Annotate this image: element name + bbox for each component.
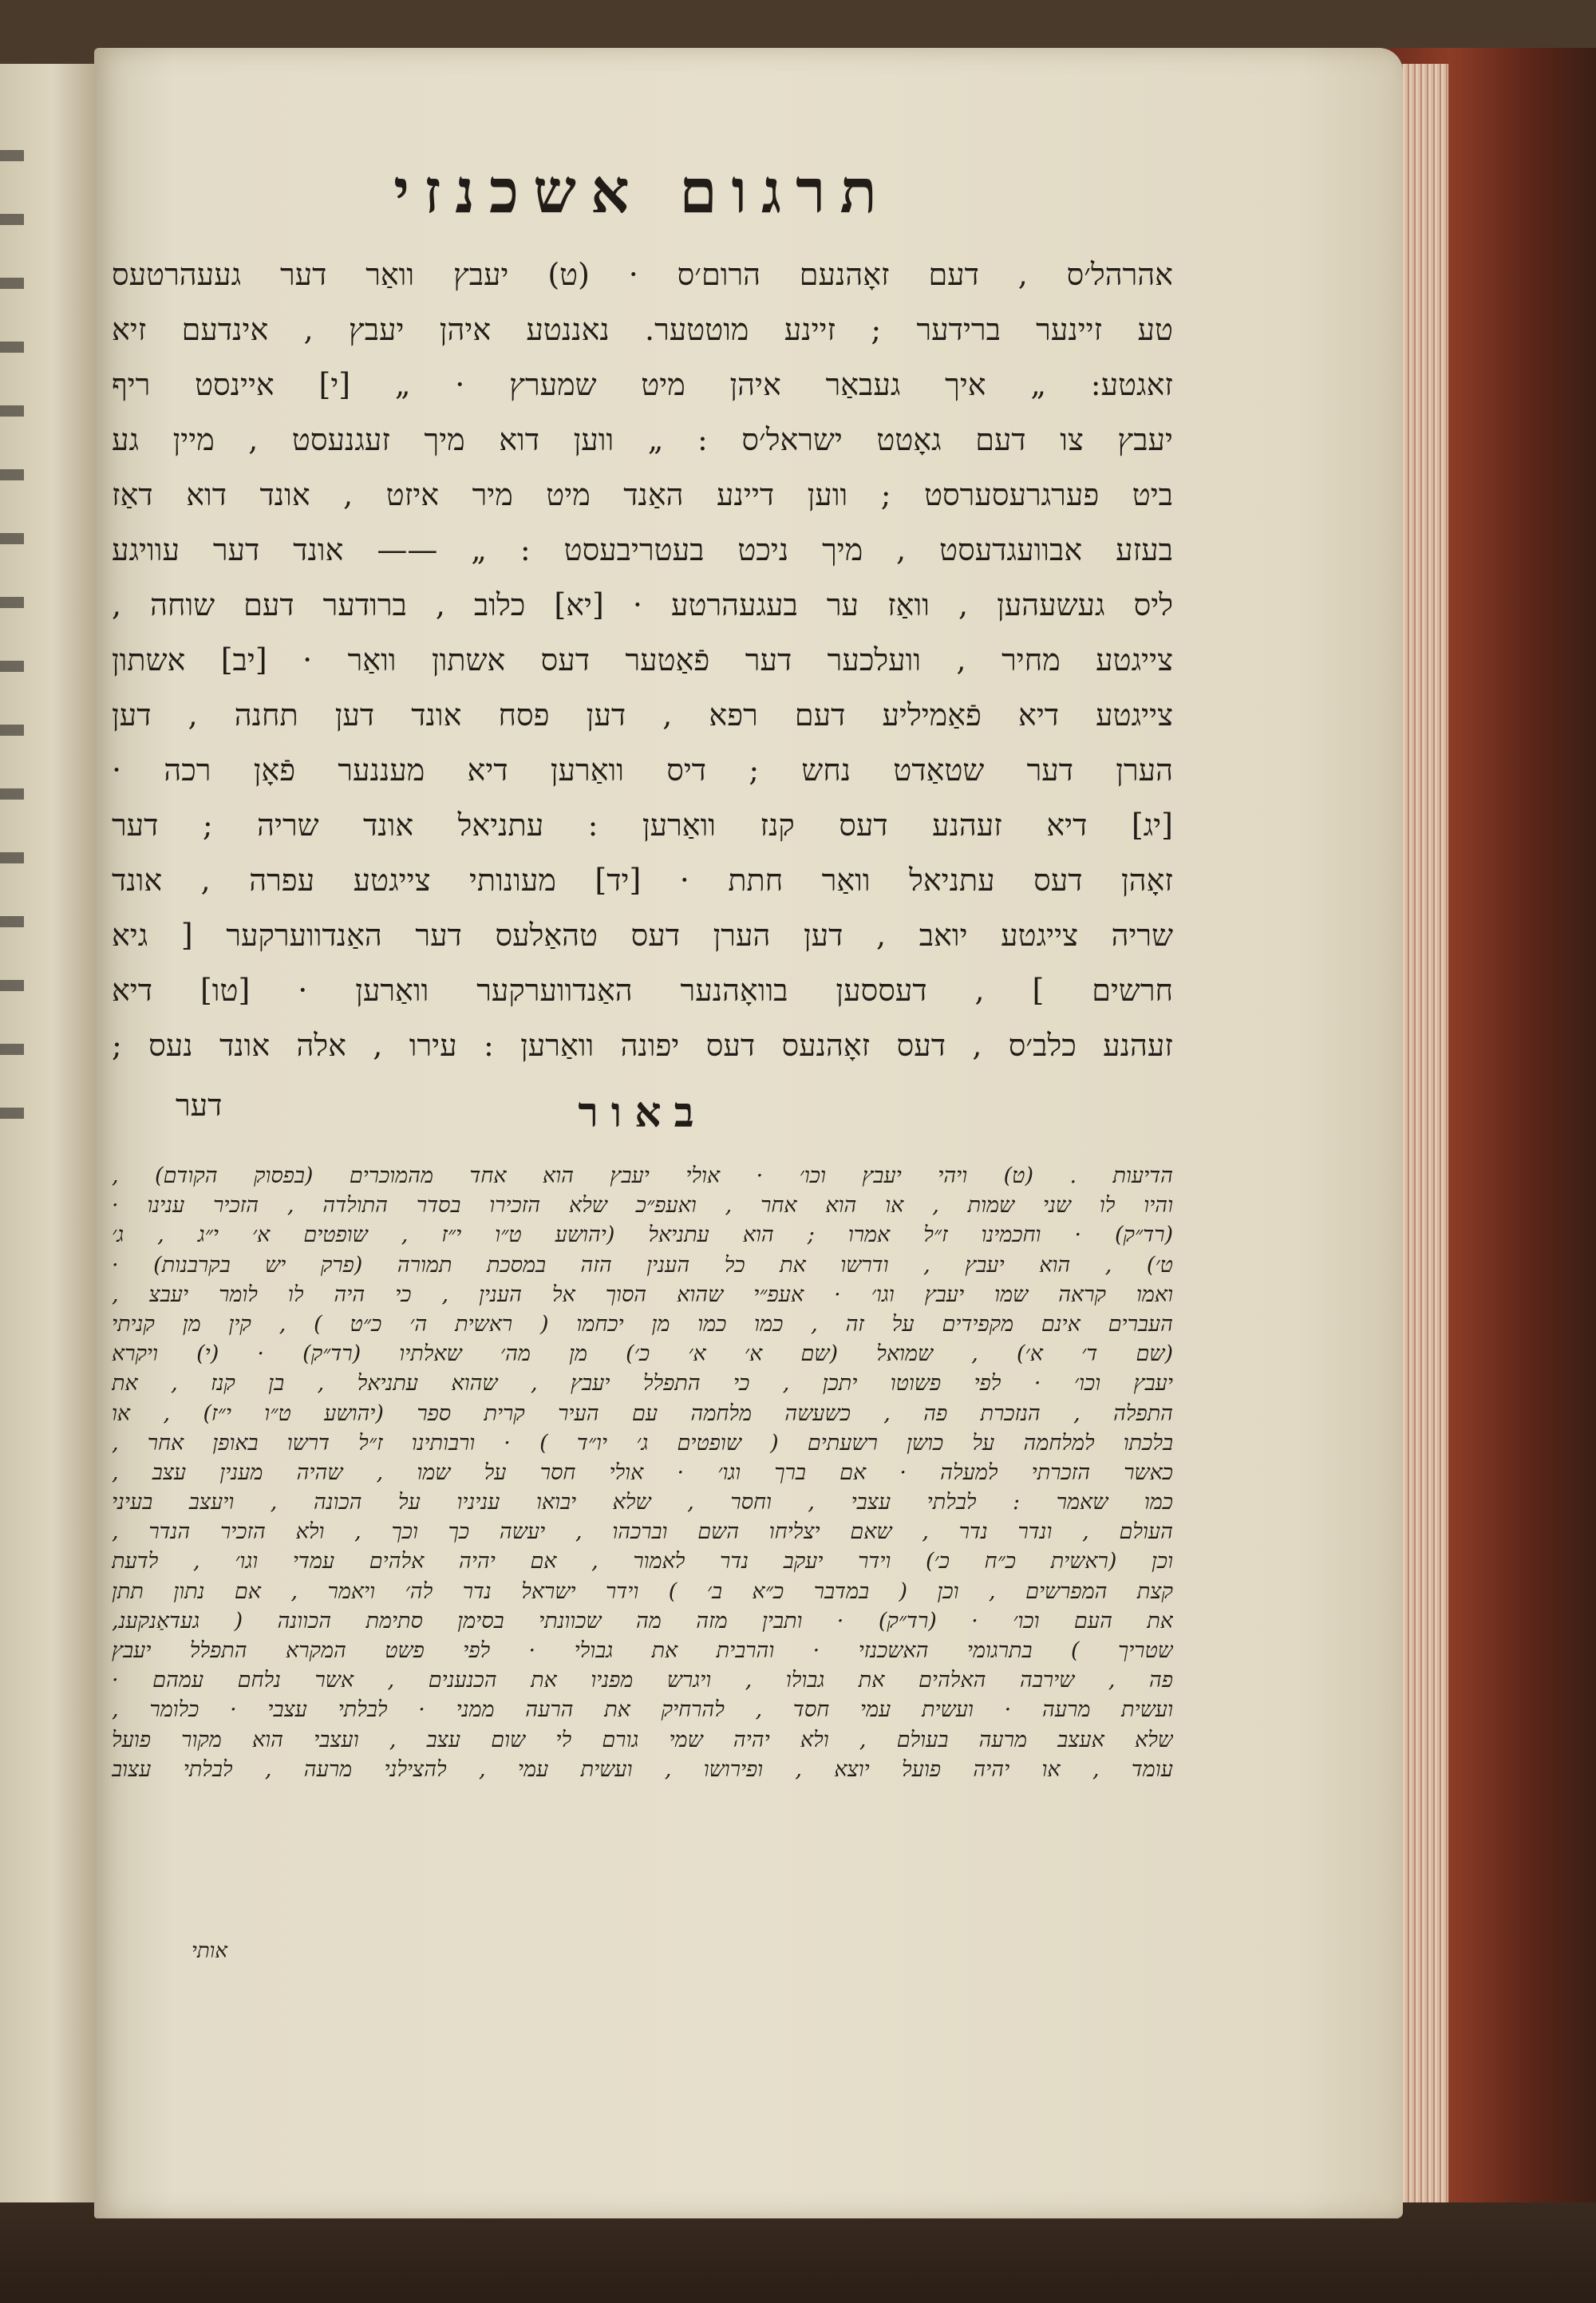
commentary-line: וכן (ראשית כ״ח כ׳) וידר יעקב נדר לאמור , אם יהיה אלהים עמדי וגו׳ , לדעת	[112, 1549, 1173, 1574]
main-text-line: צייגטע דיא פֿאַמיליע דעם רפא , דען פסח אונד דען תחנה , דען	[112, 697, 1173, 733]
main-text-line: [יג] דיא זעהנע דעס קנז וואַרען : עתניאל אונד שריה ; דער	[112, 808, 1173, 843]
main-text-line: זאָהן דעס עתניאל וואַר חתת · [יד] מעונותי צייגטע עפרה , אונד	[112, 863, 1173, 898]
commentary-line: הדיעות . (ט) ויהי יעבץ וכו׳ · אולי יעבץ הוא אחד מהמוכרים (בפסוק הקודם) ,	[112, 1163, 1173, 1188]
main-text-line: הערן דער שטאַדט נחש ; דיס וואַרען דיא מעננער פֿאָן רכה ·	[112, 753, 1173, 788]
commentary-line: בלכתו למלחמה על כושן רשעתים ( שופטים ג׳ יו״ד ) · ורבותינו ז״ל דרשו באופן אחר ,	[112, 1430, 1173, 1456]
commentary-line: ועשית מרעה · ועשית עמי חסד , להרחיק את הרעה ממני · לבלתי עצבי · כלומר ,	[112, 1697, 1173, 1723]
commentary-line: ט׳) , הוא יעבץ , ודרשו את כל הענין הזה במסכת תמורה (פרק יש בקרבנות) ·	[112, 1252, 1173, 1278]
page-text-block	[112, 120, 1173, 1784]
commentary-line: כאשר הזכרתי למעלה · אם ברך וגו׳ · אולי חסר על שמו , שהיה מענין עצב ,	[112, 1460, 1173, 1485]
main-text-line: ביט פערגרעסערסט ; ווען דיינע האַנד מיט מיר איזט , אונד דוא דאַז	[112, 477, 1173, 512]
main-text-line: ליס געשעהען , וואַז ער בעגעהרטע · [יא] כלוב , ברודער דעם שוחה ,	[112, 587, 1173, 622]
main-text-line: זעהנע כלב׳ס , דעס זאָהנעס דעס יפונה וואַרען : עירו , אלה אונד נעס ;	[112, 1028, 1173, 1063]
commentary-line: (רד״ק) · וחכמינו ז״ל אמרו ; הוא עתניאל (יהושע ט״ו י״ז , שופטים א׳ י״ג , ג׳	[112, 1223, 1173, 1248]
commentary-text	[112, 1161, 1173, 1784]
commentary-line: התפלה , הנזכרת פה , כשעשה מלחמה עם העיר קרית ספר (יהושע ט״ו י״ז) , או	[112, 1400, 1173, 1426]
commentary-line: יעבץ וכו׳ · לפי פשוטו יתכן , כי התפלל יעבץ , שהוא עתניאל , בן קנז , את	[112, 1371, 1173, 1396]
commentary-line: עומד , או יהיה פועל יוצא , ופירושו , ועשית עמי , להצילני מרעה , לבלתי עצוב	[112, 1756, 1173, 1782]
commentary-line: שלא אעצב מרעה בעולם , ולא יהיה שמי גורם לי שום עצב , ועצבי הוא מקור פועל	[112, 1727, 1173, 1752]
main-text-line: בעזע אבוועגדעסט , מיך ניכט בעטריבעסט : „ —— אונד דער עוויגע	[112, 532, 1173, 567]
commentary-line: את העם וכו׳ · (רד״ק) · ותבין מזה מה שכוונתי בסימן סתימת הכוונה ( געדאַנקענ,	[112, 1608, 1173, 1633]
page-signature-catchword: אותי	[192, 1939, 227, 1963]
main-text-line: חרשים ] , דעססען בוואָהנער האַנדווערקער וואַרען · [טו] דיא	[112, 973, 1173, 1008]
commentary-line: פה , שירבה האלהים את גבולו , ויגרש מפניו את הכנענים , אשר נלחם עמהם ·	[112, 1668, 1173, 1693]
commentary-heading-row	[112, 1073, 1173, 1153]
commentary-line: קצת המפרשים , וכן ( במדבר כ״א ב׳ ) וידר ישראל נדר לה׳ ויאמר , אם נתון תתן	[112, 1578, 1173, 1604]
main-text-line: אהרהל׳ס , דעם זאָהנעם הרום׳ס · (ט) יעבץ וואַר דער געעהרטעס	[112, 257, 1173, 292]
commentary-line: העולם , ונדר נדר , שאם יצליחו השם וברכהו , יעשה כך וכך , ולא הזכיר הנדר ,	[112, 1519, 1173, 1545]
facing-page-text-fragment	[0, 112, 24, 1149]
commentary-line: העברים אינם מקפידים על זה , כמו כמו מן יכחמו ( ראשית ה׳ כ״ט ) , קין מן קניתי	[112, 1311, 1173, 1337]
commentary-line: ואמו קראה שמו יעבץ וגו׳ · אעפ״י שהוא הסוך אל הענין , כי היה לו לומר יעבצ ,	[112, 1282, 1173, 1307]
page-title: תרגום אשכנזי	[393, 156, 891, 227]
catchword: דער	[176, 1088, 223, 1123]
commentary-line: כמו שאמר : לבלתי עצבי , וחסר , שלא יבואו עניניו על הכונה , ויעצב בעיני	[112, 1490, 1173, 1515]
main-text-line: טע זיינער ברידער ; זיינע מוטטער. נאננטע איהן יעבץ , אינדעם זיא	[112, 312, 1173, 347]
commentary-line: שטריך ) בתרגומי האשכנזי · והרבית את גבולי · לפי פשט המקרא התפלל יעבץ	[112, 1638, 1173, 1663]
commentary-line: והיו לו שני שמות , או הוא אחר , ואעפ״כ שלא הזכירו בסדר התולדה , הזכיר ענינו ·	[112, 1193, 1173, 1219]
main-text-line: שריה צייגטע יואב , דען הערן דעס טהאַלעס דער האַנדווערקער [ גיא	[112, 918, 1173, 953]
main-text-line: יעבץ צו דעם גאָטט ישראל׳ס : „ ווען דוא מיך זעגנעסט , מיין גע	[112, 422, 1173, 457]
section-heading: באור	[578, 1088, 707, 1137]
main-translation-text	[112, 247, 1173, 1073]
commentary-line: (שם ד׳ א׳) , שמואל (שם א׳ א׳ כ׳) מן מה׳ שאלתיו (רד״ק) · (י) ויקרא	[112, 1341, 1173, 1367]
main-text-line: צייגטע מחיר , וועלכער דער פֿאַטער דעס אשתון וואַר · [יב] אשתון	[112, 642, 1173, 677]
main-text-line: זאגטע: „ איך געבאַר איהן מיט שמערץ · „ [י] איינסט ריף	[112, 367, 1173, 402]
